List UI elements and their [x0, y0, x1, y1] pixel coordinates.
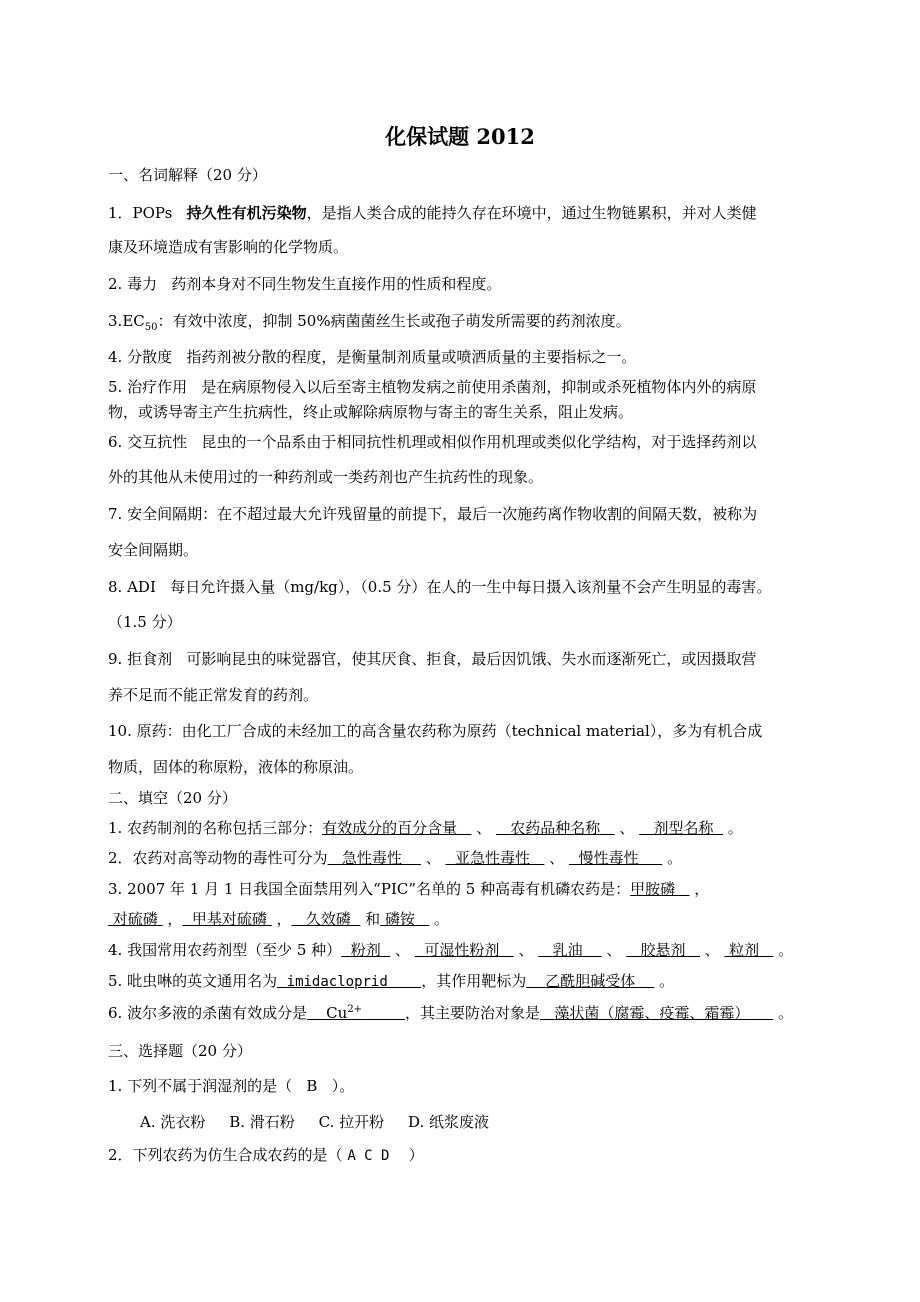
- fill-question-1: 1. 农药制剂的名称包括三部分：有效成分的百分含量 、 农药品种名称 、 剂型名称 。: [108, 819, 743, 837]
- option-d: D. 纸浆废液: [407, 1113, 489, 1131]
- choice-answer: A C D: [347, 1148, 390, 1164]
- term-item-10: 10. 原药：由化工厂合成的未经加工的高含量农药称为原药（technical material），多为有机合成: [108, 722, 763, 740]
- fill-question-6: 6. 波尔多液的杀菌有效成分是 $Cu^{2+}$ ，其主要防治对象是 藻状菌（腐霉、疫霉、霜霉） 。: [108, 1004, 793, 1022]
- choice-options-1: [140, 1112, 489, 1132]
- term-item-10-cont: 物质，固体的称原粉，液体的称原油。: [108, 758, 364, 776]
- answer-blank: 急性毒性: [341, 849, 402, 867]
- term-item-2: 2. 毒力 药剂本身对不同生物发生直接作用的性质和程度。: [108, 275, 502, 293]
- term-item-6-cont: 外的其他从未使用过的一种药剂或一类药剂也产生抗药性的现象。: [108, 468, 544, 486]
- term-item-7-cont: 安全间隔期。: [108, 541, 199, 559]
- fill-question-5: 5. 吡虫啉的英文通用名为 imidacloprid ，其作用靶标为 乙酰胆碱受体 。: [108, 972, 675, 990]
- page-title: 化保试题 2012: [385, 124, 535, 149]
- answer-blank: 剂型名称: [653, 819, 714, 837]
- answer-blank: 粒剂: [729, 941, 760, 959]
- term-item-9: 9. 拒食剂 可影响昆虫的味觉器官，使其厌食、拒食，最后因饥饿、失水而逐渐死亡，或因摄取营: [108, 650, 757, 668]
- term-item-4: 4. 分散度 指药剂被分散的程度，是衡量制剂质量或喷洒质量的主要指标之一。: [108, 348, 637, 366]
- fill-question-3-cont: 对硫磷 ， 甲基对硫磷 ， 久效磷 和 磷铵 。: [108, 909, 449, 929]
- answer-blank: 亚急性毒性: [455, 849, 531, 867]
- term-item-3: $3.EC_{50}$：有效中浓度，抑制 50%病菌菌丝生长或孢子萌发所需要的药剂浓度。: [108, 312, 631, 333]
- answer-blank: 甲基对硫磷: [191, 910, 267, 928]
- section3-heading: 三、选择题（20 分）: [108, 1042, 252, 1060]
- answer-blank: 乳油: [552, 941, 583, 959]
- option-a: A. 洗衣粉: [140, 1113, 206, 1131]
- term-item-8-cont: （1.5 分）: [108, 613, 182, 631]
- section2-heading: 二、填空（20 分）: [108, 789, 237, 807]
- answer-blank: 对硫磷: [112, 910, 158, 928]
- choice-answer: B: [306, 1077, 318, 1095]
- answer-blank: 乙酰胆碱受体: [545, 972, 636, 990]
- fill-question-3: 3. 2007 年 1 月 1 日我国全面禁用列入“PIC”名单的 5 种高毒有机磷农药是：甲胺磷 ，: [108, 880, 710, 898]
- term-item-5: 5. 治疗作用 是在病原物侵入以后至寄主植物发病之前使用杀菌剂，抑制或杀死植物体内外的病原: [108, 378, 757, 396]
- answer-blank: 有效成分的百分含量: [322, 819, 458, 837]
- answer-blank: 粉剂: [350, 941, 381, 959]
- term-item-8: 8. ADI 每日允许摄入量（mg/kg），（0.5 分）在人的一生中每日摄入该剂量不会产生明显的毒害。: [108, 578, 772, 596]
- answer-blank: 可湿性粉剂: [424, 941, 500, 959]
- answer-blank: 农药品种名称: [510, 819, 601, 837]
- answer-blank: 藻状菌（腐霉、疫霉、霜霉）: [554, 1004, 750, 1022]
- answer-blank: 甲胺磷: [630, 880, 676, 898]
- answer-blank: 慢性毒性: [578, 849, 639, 867]
- section1-heading: 一、名词解释（20 分）: [108, 166, 267, 184]
- term-item-7: 7. 安全间隔期：在不超过最大允许残留量的前提下，最后一次施药离作物收割的间隔天数，被称为: [108, 505, 758, 523]
- answer-blank: $Cu^{2+}$: [326, 1004, 363, 1022]
- answer-blank: 胶悬剂: [640, 941, 686, 959]
- term-item-1-cont: 康及环境造成有害影响的化学物质。: [108, 238, 349, 256]
- answer-blank: 磷铵: [384, 910, 415, 928]
- choice-question-1: 1. 下列不属于润湿剂的是（ B ）。: [108, 1077, 355, 1095]
- answer-blank: 久效磷: [305, 910, 351, 928]
- term-item-1: 1．POPs 持久性有机污染物，是指人类合成的能持久存在环境中，通过生物链累积，并对人类健: [108, 204, 757, 222]
- choice-question-2: 2．下列农药为仿生合成农药的是（ A C D ）: [108, 1146, 424, 1164]
- term-item-9-cont: 养不足而不能正常发育的药剂。: [108, 686, 319, 704]
- fill-question-2: 2．农药对高等动物的毒性可分为 急性毒性 、 亚急性毒性 、 慢性毒性 。: [108, 849, 683, 867]
- term-item-5-cont: 物，或诱导寄主产生抗病性，终止或解除病原物与寄主的寄生关系，阻止发病。: [108, 403, 634, 421]
- term-item-6: 6. 交互抗性 昆虫的一个品系由于相同抗性机理或相似作用机理或类似化学结构，对于选择药剂以: [108, 433, 757, 451]
- fill-question-4: 4. 我国常用农药剂型（至少 5 种） 粉剂 、 可湿性粉剂 、 乳油 、 胶悬剂 、 粒剂 。: [108, 941, 794, 959]
- answer-blank: imidacloprid: [286, 974, 388, 990]
- option-b: B. 滑石粉: [229, 1113, 295, 1131]
- option-c: C. 拉开粉: [318, 1113, 385, 1131]
